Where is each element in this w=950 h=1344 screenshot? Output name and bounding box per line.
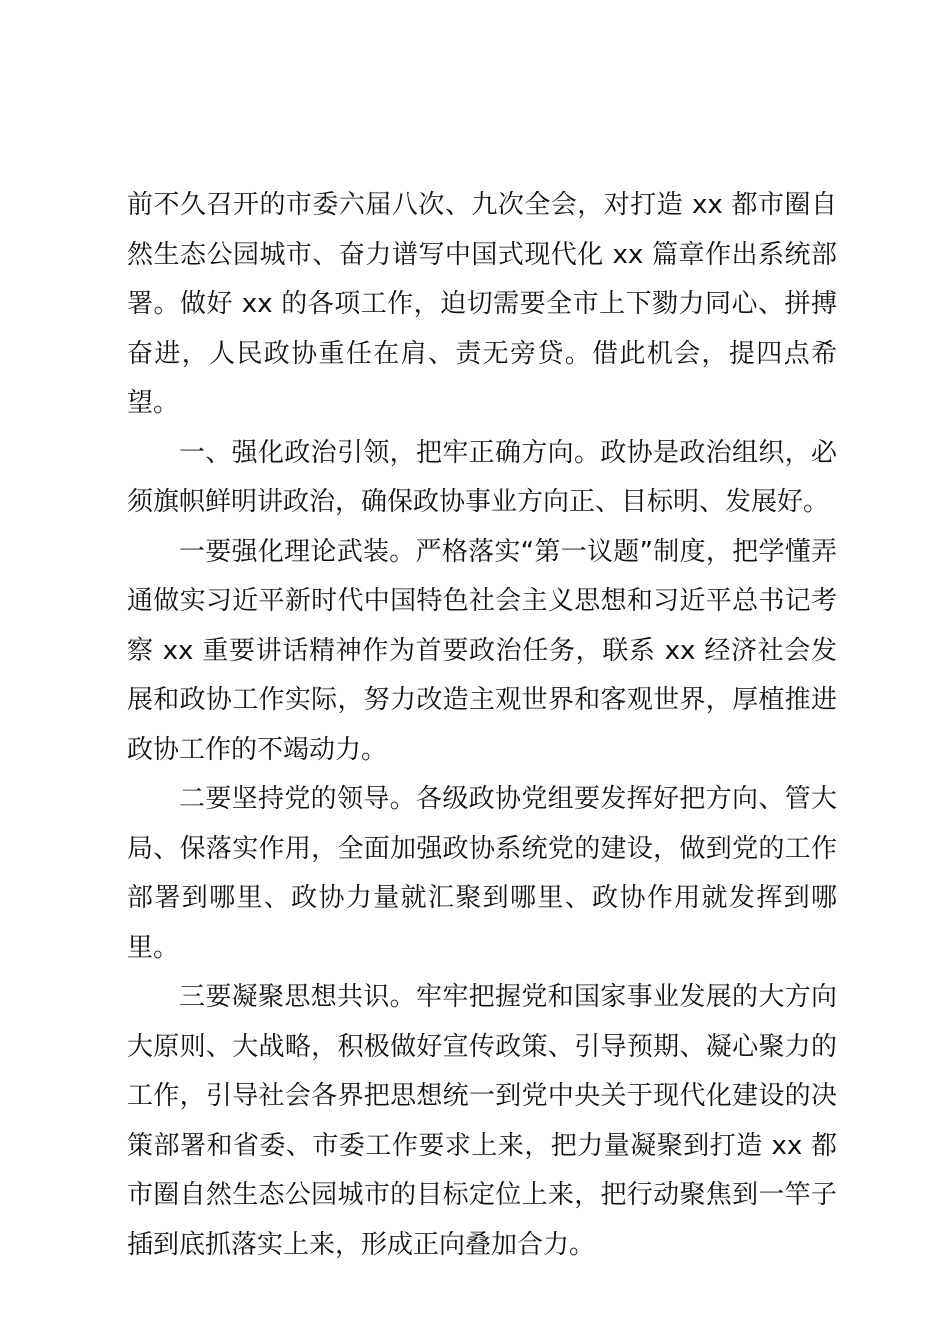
document-body <box>127 181 837 1270</box>
paragraph-section-one-heading: 一、强化政治引领，把牢正确方向。政协是政治组织，必须旗帜鲜明讲政治，确保政协事业方向正、目标明、发展好。 <box>127 437 837 517</box>
paragraph-point-three: 三要凝聚思想共识。牢牢把握党和国家事业发展的大方向大原则、大战略，积极做好宣传政策、引导预期、凝心聚力的工作，引导社会各界把思想统一到党中央关于现代化建设的决策部署和省委、市委工作要求上来，把力量凝聚到打造 xx 都市圈自然生态公园城市的目标定位上来，把行动聚焦到一竿子插到底抓落实上来，形成正向叠加合力。 <box>127 982 837 1260</box>
paragraph-intro: 前不久召开的市委六届八次、九次全会，对打造 xx 都市圈自然生态公园城市、奋力谱写中国式现代化 xx 篇章作出系统部署。做好 xx 的各项工作，迫切需要全市上下勠力同心、拼搏奋进，人民政协重任在肩、责无旁贷。借此机会，提四点希望。 <box>127 190 837 418</box>
paragraph-point-one: 一要强化理论武装。严格落实“第一议题”制度，把学懂弄通做实习近平新时代中国特色社会主义思想和习近平总书记考察 xx 重要讲话精神作为首要政治任务，联系 xx 经济社会发展和政协工作实际，努力改造主观世界和客观世界，厚植推进政协工作的不竭动力。 <box>127 536 837 765</box>
paragraph-point-two: 二要坚持党的领导。各级政协党组要发挥好把方向、管大局、保落实作用，全面加强政协系统党的建设，做到党的工作部署到哪里、政协力量就汇聚到哪里、政协作用就发挥到哪里。 <box>127 784 837 963</box>
